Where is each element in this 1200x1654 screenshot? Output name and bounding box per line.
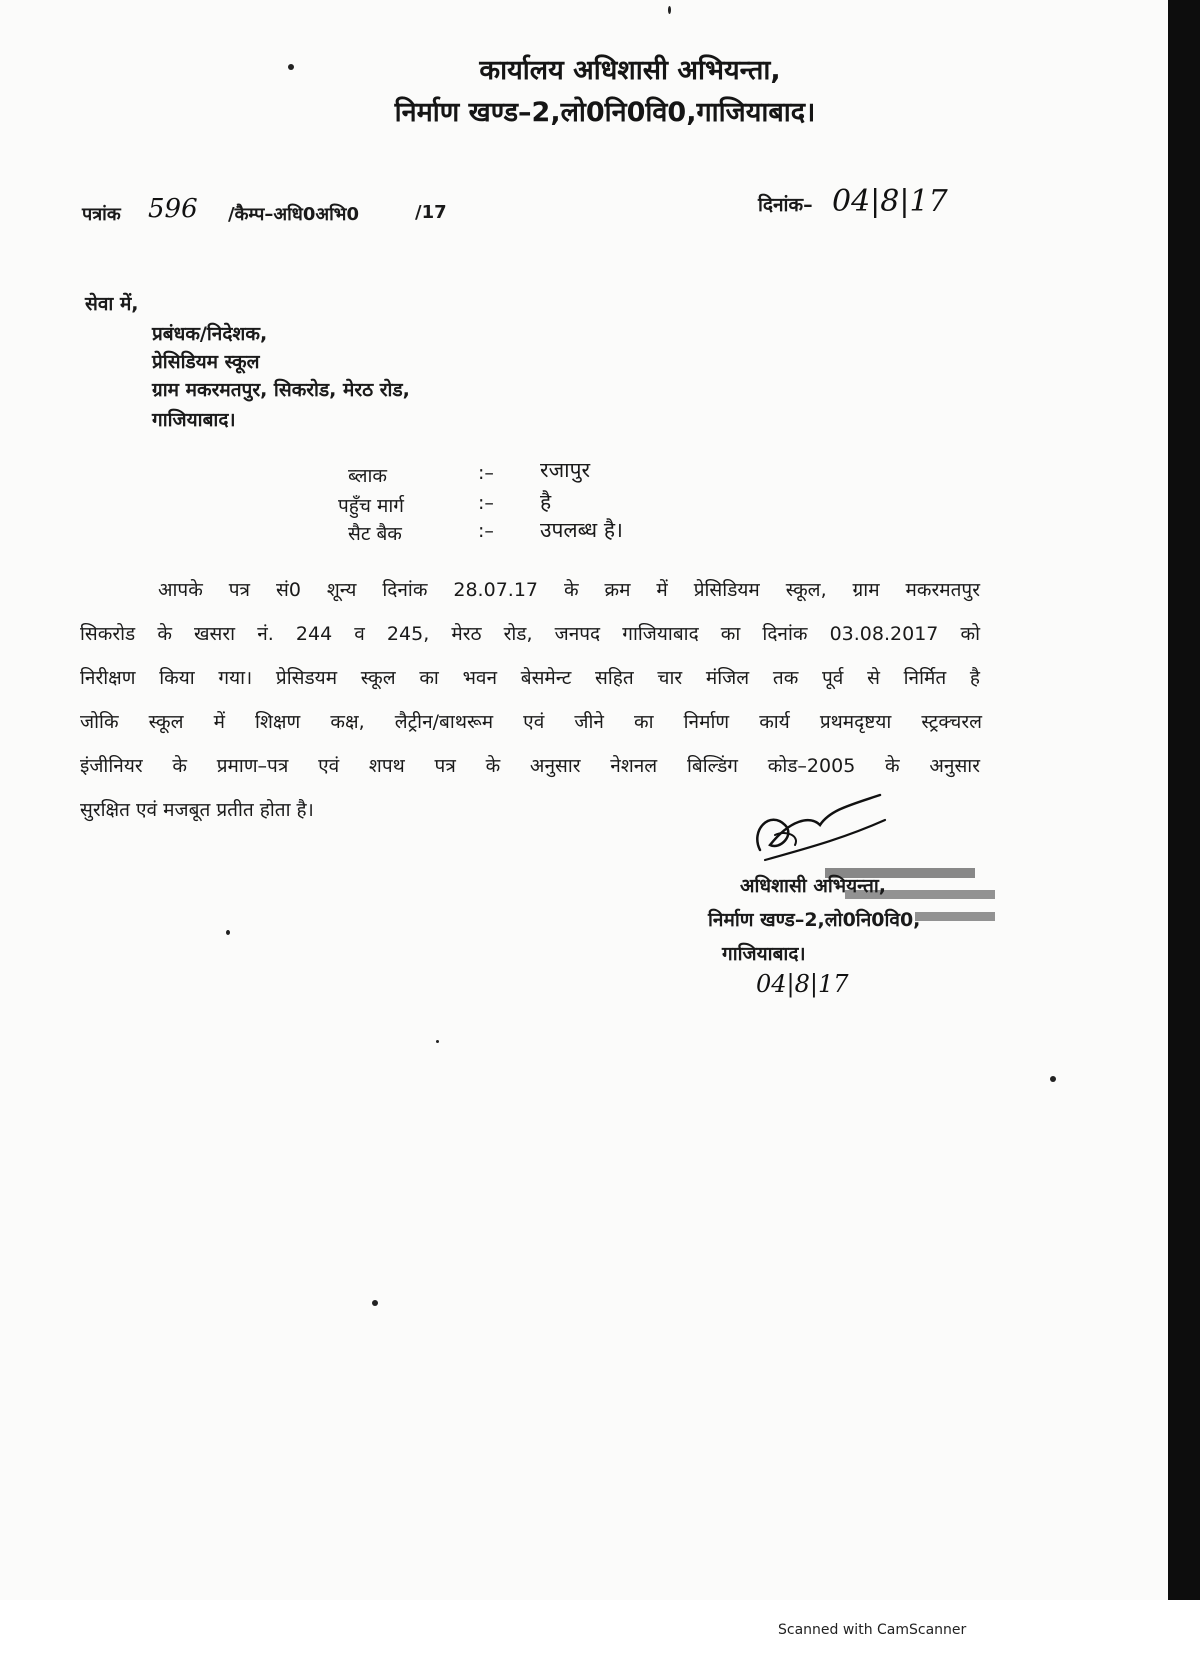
detail-value-access: है	[540, 490, 552, 514]
reference-year: /17	[415, 202, 447, 223]
body-line-1: आपके पत्र सं0 शून्य दिनांक 28.07.17 के क्रम में प्रेसिडियम स्कूल, ग्राम मकरमतपुर	[158, 579, 980, 601]
body-line-5: इंजीनियर के प्रमाण–पत्र एवं शपथ पत्र के अनुसार नेशनल बिल्डिंग कोड–2005 के अनुसार	[80, 755, 980, 777]
camscanner-watermark: Scanned with CamScanner	[778, 1622, 967, 1638]
body-line-2: सिकरोड के खसरा नं. 244 व 245, मेरठ रोड, जनपद गाजियाबाद का दिनांक 03.08.2017 को	[80, 623, 980, 645]
office-title-line-1: कार्यालय अधिशासी अभियन्ता,	[479, 55, 781, 86]
detail-key-access: पहुँच मार्ग	[338, 495, 404, 517]
detail-sep-access: :–	[478, 492, 494, 514]
scan-speck	[372, 1300, 378, 1306]
scan-speck	[668, 6, 671, 14]
signatory-designation: अधिशासी अभियन्ता,	[740, 875, 886, 897]
date-value: 04|8|17	[832, 184, 948, 219]
salutation: सेवा में,	[85, 293, 139, 315]
detail-sep-setback: :–	[478, 520, 494, 542]
scan-speck	[226, 930, 230, 935]
signatory-city: गाजियाबाद।	[722, 943, 806, 965]
detail-sep-block: :–	[478, 462, 494, 484]
detail-value-setback: उपलब्ध है।	[540, 518, 623, 542]
addressee-line-2: प्रेसिडियम स्कूल	[152, 351, 260, 373]
scan-dark-edge	[1168, 0, 1200, 1600]
reference-suffix: /कैम्प–अधि0अभि0	[228, 204, 359, 225]
footer-strip	[0, 1600, 1200, 1654]
office-title-line-2: निर्माण खण्ड–2,लो0नि0वि0,गाजियाबाद।	[394, 97, 816, 128]
signatory-division: निर्माण खण्ड–2,लो0नि0वि0,	[708, 909, 921, 931]
reference-number: 596	[148, 194, 198, 224]
signature-handwritten-date: 04|8|17	[756, 970, 849, 998]
detail-value-block: रजापुर	[540, 458, 591, 482]
body-line-6: सुरक्षित एवं मजबूत प्रतीत होता है।	[80, 799, 314, 821]
detail-key-block: ब्लाक	[348, 465, 387, 487]
scan-speck	[436, 1040, 439, 1043]
body-line-4: जोकि स्कूल में शिक्षण कक्ष, लैट्रीन/बाथरूम एवं जीने का निर्माण कार्य प्रथमदृष्टया स्ट्रक्चरल	[80, 711, 982, 733]
scan-speck	[1050, 1076, 1056, 1082]
addressee-line-1: प्रबंधक/निदेशक,	[152, 323, 268, 345]
detail-key-setback: सैट बैक	[348, 523, 402, 545]
reference-label: पत्रांक	[82, 204, 121, 225]
addressee-line-3: ग्राम मकरमतपुर, सिकरोड, मेरठ रोड,	[152, 379, 410, 401]
addressee-line-4: गाजियाबाद।	[152, 409, 236, 431]
date-label: दिनांक–	[758, 194, 813, 216]
body-line-3: निरीक्षण किया गया। प्रेसिडयम स्कूल का भवन बेसमेन्ट सहित चार मंजिल तक पूर्व से निर्मित है	[80, 667, 980, 689]
